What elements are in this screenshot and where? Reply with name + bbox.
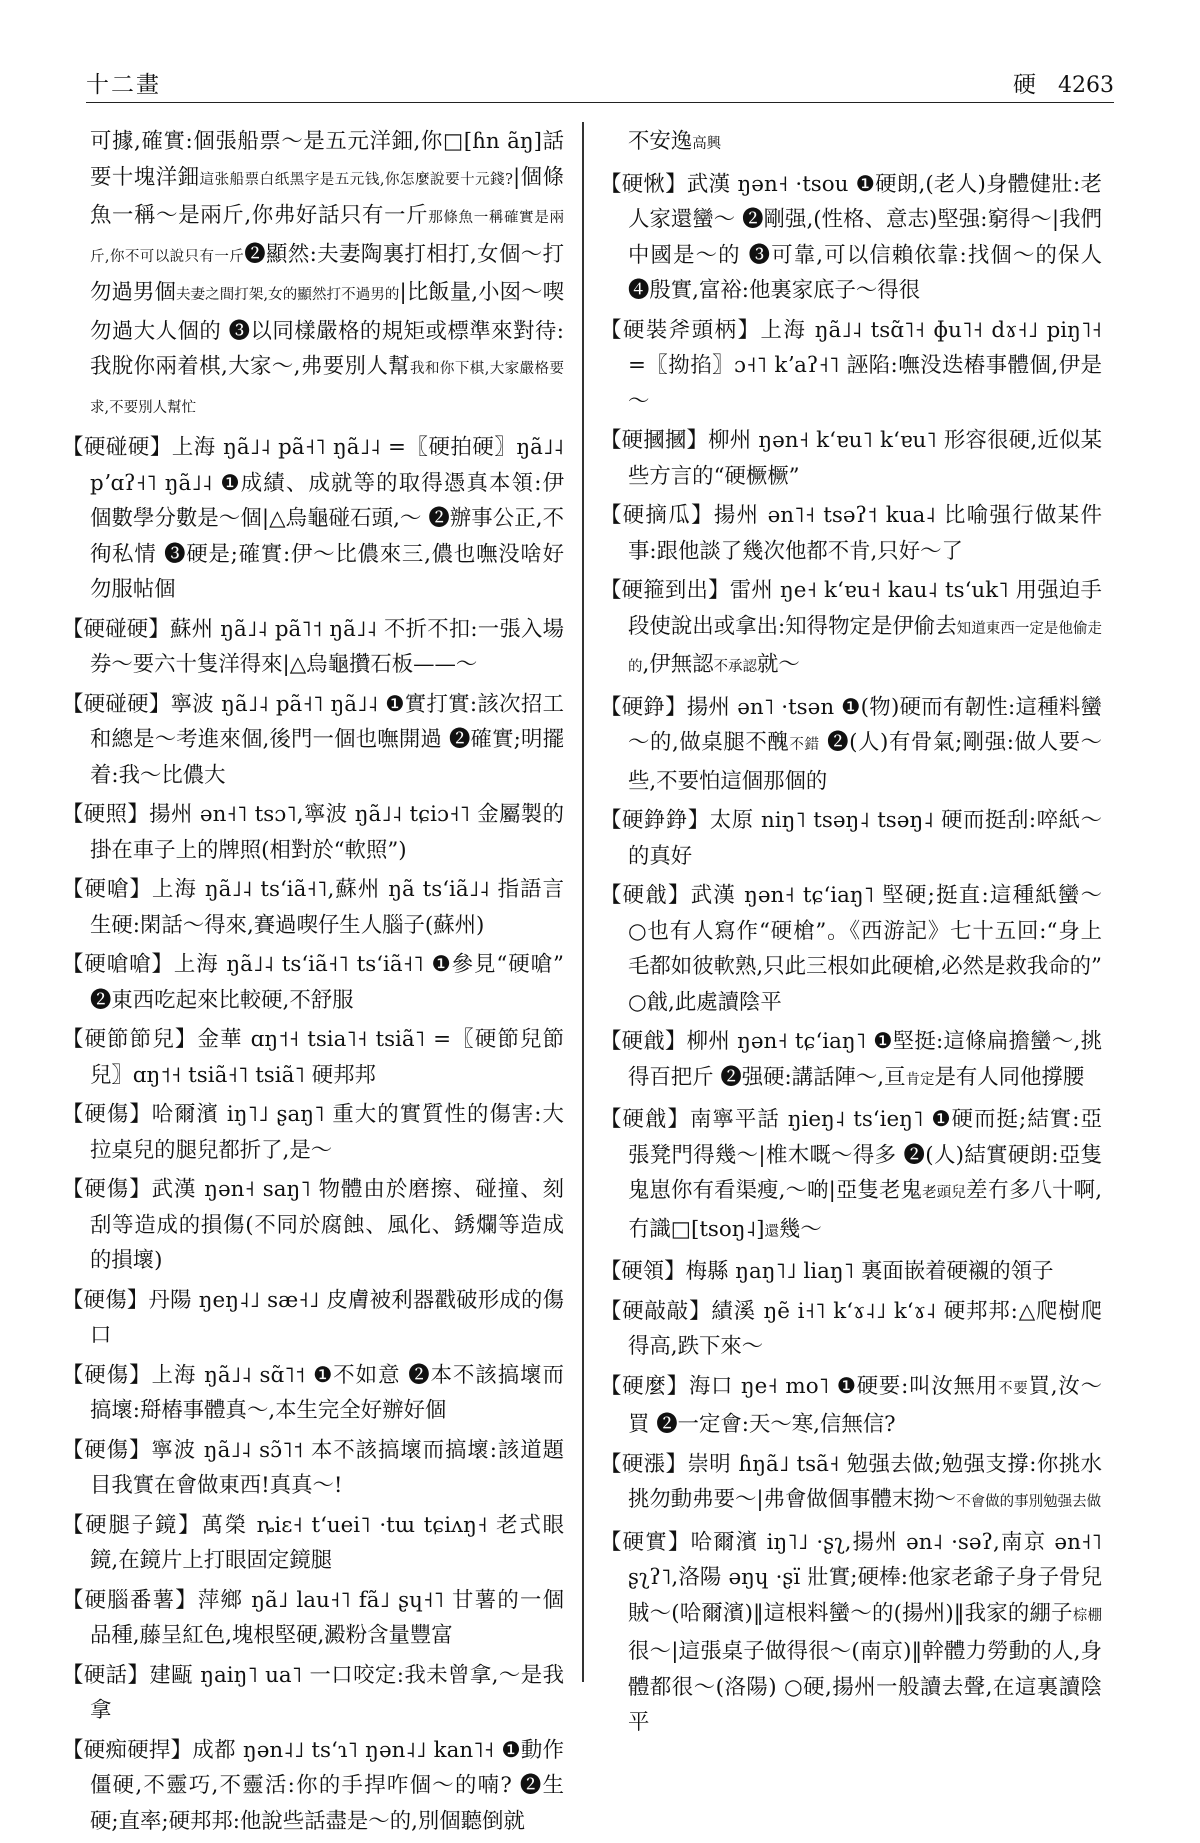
- dictionary-entry: [62, 872, 564, 943]
- entry-gloss-note: 知道東西一定是他偷走的: [628, 620, 1103, 675]
- dictionary-entry: [62, 1583, 564, 1654]
- head-character: 硬: [1013, 72, 1036, 98]
- dictionary-entry: [600, 690, 1102, 800]
- entry-gloss-note: 不要: [997, 1380, 1029, 1397]
- dictionary-entry: [62, 430, 564, 608]
- entry-definition: |比飯量,小囡～喫勿過大人個的 ❸以同樣嚴格的規矩或標準來對待:我脫你兩着棋,大家～,弗要別人幫: [90, 280, 564, 379]
- entry-definition: ❷(人)有骨氣;剛强:做人要～些,不要怕這個那個的: [628, 730, 1103, 794]
- entry-headword: 【 硬嗆嗆 】: [62, 952, 174, 977]
- entry-definition: 幾～: [778, 1216, 822, 1242]
- entry-definition: 不安逸: [628, 129, 693, 154]
- dictionary-entry: [62, 1022, 564, 1093]
- entry-headword: 【 硬領 】: [600, 1259, 686, 1284]
- entry-headword: 【 硬話 】: [62, 1663, 149, 1688]
- entry-definition: 蘇州 ŋã˩˨ pã˥˦ ŋã˩˨ 不折不扣:一張入場券～要六十隻洋得來|△烏龜攢石板——～: [90, 616, 564, 677]
- entry-definition: 很～|這張桌子做得很～(南京)‖幹體力勞動的人,身體都很～(洛陽) ○硬,揚州一般讀去聲,在這裏讀陰平: [628, 1639, 1102, 1735]
- dictionary-entry: [62, 1433, 564, 1504]
- dictionary-entry: [600, 1369, 1102, 1443]
- entry-gloss-note: 不會做的事別勉强去做: [956, 1494, 1102, 1510]
- entry-definition: 南寧平話 ŋieŋ˨ tsʻieŋ˥ ❶硬而挺;結實:亞張凳門得幾～|椎木嘅～得多 ❷(人)結實硬朗:亞隻鬼崽你有看渠瘦,～啲|亞隻老鬼: [628, 1107, 1102, 1203]
- dictionary-entry: [62, 687, 564, 794]
- entry-definition: 柳州 ŋən˧ tɕʻiaŋ˥ ❶堅挺:這條扁擔蠻～,挑得百把斤 ❷强硬:講話陣～,亘: [628, 1029, 1102, 1090]
- entry-continuation: [62, 124, 564, 426]
- dictionary-entry: [62, 1658, 564, 1729]
- entry-definition: 柳州 ŋən˧ kʻɐu˥ kʻɐu˥ 形容很硬,近似某些方言的“硬橛橛”: [628, 428, 1102, 489]
- dictionary-entry: [600, 573, 1102, 686]
- entry-gloss-note: 不錯: [789, 737, 820, 753]
- dictionary-entry: [62, 612, 564, 683]
- entry-definition: 哈爾濱 iŋ˥˩ ʂaŋ˥ 重大的實質性的傷害:大拉桌兒的腿兒都折了,是～: [90, 1102, 564, 1163]
- column-divider: [582, 122, 584, 1682]
- entry-definition: 建甌 ŋaiŋ˥ ua˥ 一口咬定:我未曾拿,～是我拿: [90, 1662, 564, 1723]
- entry-headword: 【 硬戧 】: [600, 883, 691, 908]
- entry-definition: 成都 ŋən˨˩ tsʻɿ˥ ŋən˨˩ kan˥˧ ❶動作僵硬,不靈巧,不靈活:你的手捍咋個～的喃? ❷生硬;直率;硬邦邦:他說些話盡是～的,別個聽倒就: [90, 1737, 564, 1834]
- entry-definition: 寧波 ŋã˩˨ sɔ̃˥˦ 本不該搞壞而搞壞:該道題目我實在會做東西!真真～!: [90, 1437, 564, 1498]
- entry-definition: 是有人同他撐腰: [934, 1064, 1085, 1090]
- entry-definition: 上海 ŋã˩˨ tsʻiã˧˥,蘇州 ŋã tsʻiã˩˨ 指語言生硬:閑話～得來,賽過喫仔生人腦子(蘇州): [90, 877, 564, 938]
- entry-definition: ,伊無認: [642, 652, 714, 677]
- entry-headword: 【 硬傷 】: [62, 1102, 152, 1127]
- entry-headword: 【 硬摘瓜 】: [600, 503, 714, 528]
- entry-headword: 【 硬痴硬捍 】: [62, 1738, 192, 1763]
- entry-definition: 萬榮 ȵiɛ˧ tʻuei˥ ·tɯ tɕiʌŋ˧ 老式眼鏡,在鏡片上打眼固定鏡腿: [90, 1512, 564, 1573]
- dictionary-entry: [600, 498, 1102, 569]
- entry-definition: 太原 niŋ˥ tsəŋ˨ tsəŋ˨ 硬而挺刮:啐紙～的真好: [628, 808, 1102, 869]
- entry-definition: 海口 ŋe˧ mo˥ ❶硬要:叫汝無用: [688, 1373, 998, 1399]
- entry-gloss-note: 棕棚: [1072, 1607, 1103, 1624]
- dictionary-entry: [62, 1172, 564, 1279]
- page-header: [86, 58, 1114, 103]
- left-column: [62, 124, 564, 1843]
- entry-headword: 【 硬戧 】: [600, 1107, 690, 1132]
- entry-headword: 【 硬箍到出 】: [600, 578, 730, 603]
- entry-definition: 丹陽 ŋeŋ˨˩ sæ˧˩ 皮膚被利器戳破形成的傷口: [90, 1287, 564, 1348]
- running-head: [1013, 66, 1114, 99]
- dictionary-entry: [600, 313, 1102, 420]
- dictionary-entry: [62, 1283, 564, 1354]
- entry-headword: 【 硬敲敲 】: [600, 1299, 711, 1324]
- entry-definition: 上海 ŋã˩˨ tsɑ̃˥˧ ɸu˥˧ dɤ˧˩ piŋ˥˧ =〖拗掐〗ɔ˧˥ kʼaʔ˧˥ 誣陷:嘸没迭樁事體個,伊是～: [628, 317, 1102, 414]
- dictionary-entry: [600, 167, 1102, 309]
- entry-headword: 【 硬漲 】: [600, 1452, 687, 1477]
- dictionary-entry: [600, 1294, 1102, 1365]
- entry-definition: 揚州 ən˥ ·tsən ❶(物)硬而有韌性:這種料蠻～的,做桌腿不醜: [628, 694, 1102, 755]
- entry-continuation: [600, 124, 1102, 163]
- dictionary-entry: [62, 1508, 564, 1579]
- entry-definition: 績溪 ŋẽ i˧˥ kʻɤ˨˩ kʻɤ˨ 硬邦邦:△爬樹爬得高,跌下來～: [628, 1298, 1102, 1359]
- dictionary-entry: [600, 878, 1102, 1020]
- entry-headword: 【 硬裝斧頭柄 】: [600, 318, 761, 343]
- dictionary-entry: [600, 1254, 1102, 1290]
- entry-headword: 【 硬碰硬 】: [62, 692, 171, 717]
- entry-headword: 【 硬戧 】: [600, 1029, 687, 1054]
- dictionary-entry: [600, 1447, 1102, 1521]
- entry-gloss-note: 老頭兒: [922, 1185, 967, 1201]
- entry-headword: 【 硬傷 】: [62, 1438, 151, 1463]
- entry-definition: 上海 ŋã˩˨ tsʻiã˧˥ tsʻiã˧˥ ❶參見“硬嗆” ❷東西吃起來比較硬,不舒服: [90, 952, 564, 1013]
- dictionary-entry: [600, 1102, 1102, 1250]
- entry-definition: 就～: [756, 652, 800, 677]
- section-label: 十二畫: [86, 72, 161, 98]
- entry-definition: 揚州 ən˥˧ tsəʔ˦ kua˨ 比喻强行做某件事:跟他談了幾次他都不肯,只好～了: [628, 503, 1102, 564]
- entry-headword: 【 硬摑摑 】: [600, 428, 708, 453]
- entry-definition: 買,汝～買 ❷一定會:天～寒,信無信?: [628, 1373, 1102, 1437]
- dictionary-entry: [600, 1525, 1102, 1741]
- entry-headword: 【 硬實 】: [600, 1530, 691, 1555]
- entry-headword: 【 硬照 】: [62, 802, 149, 827]
- entry-headword: 【 硬傷 】: [62, 1288, 149, 1313]
- dictionary-entry: [62, 1097, 564, 1168]
- entry-definition: 雷州 ŋe˧ kʻɐu˧ kau˨ tsʻuk˥ 用强迫手段使說出或拿出:知得物定是伊偷去: [628, 578, 1102, 639]
- entry-headword: 【 硬錚錚 】: [600, 808, 710, 833]
- entry-definition: 寧波 ŋã˩˨ pã˧˥ ŋã˩˨ ❶實打實:該次招工和總是～考進來個,後門一個也嘸開過 ❷確實;明擺着:我～比儂大: [90, 691, 564, 788]
- entry-gloss-note: 肯定: [905, 1071, 935, 1088]
- entry-definition: 差冇多八十啊,冇識□[tsoŋ˨]: [628, 1178, 1102, 1242]
- entry-headword: 【 硬錚 】: [600, 695, 687, 720]
- entry-gloss-note: 那條魚一稱確實是兩斤,你不可以說只有一斤: [90, 210, 564, 265]
- entry-headword: 【 硬傷 】: [62, 1177, 152, 1202]
- entry-headword: 【 硬嗆 】: [62, 877, 152, 902]
- entry-definition: |個條魚一稱～是兩斤,你弗好話只有一斤: [90, 164, 564, 228]
- dictionary-entry: [62, 947, 564, 1018]
- entry-headword: 【 硬愀 】: [600, 172, 687, 197]
- dictionary-entry: [600, 423, 1102, 494]
- dictionary-entry: [600, 1024, 1102, 1098]
- entry-definition: 金華 ɑŋ˦˧ tsia˥˧ tsiã˥ =〖硬節兒節兒〗ɑŋ˦˧ tsiã˧˥ tsiã˥ 硬邦邦: [90, 1027, 564, 1088]
- right-column: [600, 124, 1102, 1745]
- dictionary-entry: [600, 803, 1102, 874]
- entry-definition: 哈爾濱 iŋ˥˩ ·ʂʅ,揚州 ən˨ ·səʔ,南京 ən˧˥ ʂʅʔ˥,洛陽 əŋɥ ·ʂï 壯實;硬棒:他家老爺子身子骨兒賊～(哈爾濱)‖這根料蠻～的(揚州)‖我家的綳子: [628, 1529, 1102, 1626]
- entry-headword: 【 硬碰硬 】: [62, 435, 172, 460]
- entry-headword: 【 硬腦番薯 】: [62, 1588, 198, 1613]
- entry-gloss-note: 我和你下棋,大家嚴格要求,不要別人幫忙: [90, 361, 564, 416]
- entry-gloss-note: 高興: [692, 136, 722, 152]
- entry-definition: 武漢 ŋən˧ ·tsou ❶硬朗,(老人)身體健壯:老人家還蠻～ ❷剛强,(性格、意志)堅强:窮得～|我們中國是～的 ❸可靠,可以信賴依靠:找個～的保人 ❹殷實,富裕:他裏家底子～得很: [628, 171, 1102, 303]
- entry-definition: 萍鄉 ŋã˩ lau˧˥ fã˩ ʂɥ˧˥ 甘薯的一個品種,藤呈紅色,塊根堅硬,澱粉含量豐富: [90, 1587, 564, 1648]
- entry-definition: 梅縣 ŋaŋ˥˩ liaŋ˥ 裏面嵌着硬襯的領子: [685, 1259, 1054, 1284]
- dictionary-entry: [62, 1733, 564, 1840]
- dictionary-entry: [62, 797, 564, 868]
- entry-headword: 【 硬腿子鏡 】: [62, 1513, 201, 1538]
- entry-definition: 上海 ŋã˩˨ pã˧˥ ŋã˩˨ =〖硬拍硬〗ŋã˩˨ pʼɑʔ˧˥ ŋã˩˨ ❶成績、成就等的取得憑真本領:伊個數學分數是～個|△烏龜碰石頭,～ ❷辦事公正,不徇私情 ❸硬是;確實:伊～比儂來三,儂也嘸没啥好勿服帖個: [90, 435, 564, 602]
- entry-definition: 武漢 ŋən˧ saŋ˥ 物體由於磨擦、碰撞、刻刮等造成的損傷(不同於腐蝕、風化、銹爛等造成的損壞): [90, 1177, 564, 1273]
- entry-headword: 【 硬麼 】: [600, 1374, 689, 1399]
- entry-gloss-note: 夫妻之間打架,女的顯然打不過男的: [175, 287, 400, 303]
- entry-definition: ❷顯然:夫妻陶裏打相打,女個～打勿過男個: [90, 241, 565, 305]
- page-number: 4263: [1058, 73, 1114, 98]
- entry-definition: 揚州 ən˧˥ tsɔ˥,寧波 ŋã˩˨ tɕiɔ˧˥ 金屬製的掛在車子上的牌照(相對於“軟照”): [90, 802, 564, 863]
- entry-headword: 【 硬碰硬 】: [62, 617, 170, 642]
- entry-gloss-note: 不承認: [713, 659, 757, 675]
- dictionary-entry: [62, 1358, 564, 1429]
- entry-gloss-note: 還: [764, 1223, 779, 1240]
- entry-definition: 武漢 ŋən˧ tɕʻiaŋ˥ 堅硬;挺直:這種紙蠻～ ○也有人寫作“硬槍”。《西游記》七十五回:“身上毛都如彼軟熟,只此三根如此硬槍,必然是救我命的” ○戧,此處讀陰平: [628, 883, 1102, 1015]
- entry-headword: 【 硬節節兒 】: [62, 1027, 198, 1052]
- entry-definition: 崇明 ɦŋã˩ tsã˧ 勉强去做;勉强支撐:你挑水挑勿動弗要～|弗會做個事體末拗～: [628, 1451, 1102, 1512]
- entry-gloss-note: 這张船票白纸黑字是五元钱,你怎麼說要十元錢?: [199, 171, 513, 188]
- entry-definition: 可據,確實:個張船票～是五元洋鈿,你□[ɦn ãŋ]話要十塊洋鈿: [90, 129, 564, 190]
- entry-headword: 【 硬傷 】: [62, 1363, 152, 1388]
- entry-definition: 上海 ŋã˩˨ sɑ̃˥˦ ❶不如意 ❷本不該搞壞而搞壞:搿樁事體真～,本生完全好辦好個: [90, 1362, 564, 1423]
